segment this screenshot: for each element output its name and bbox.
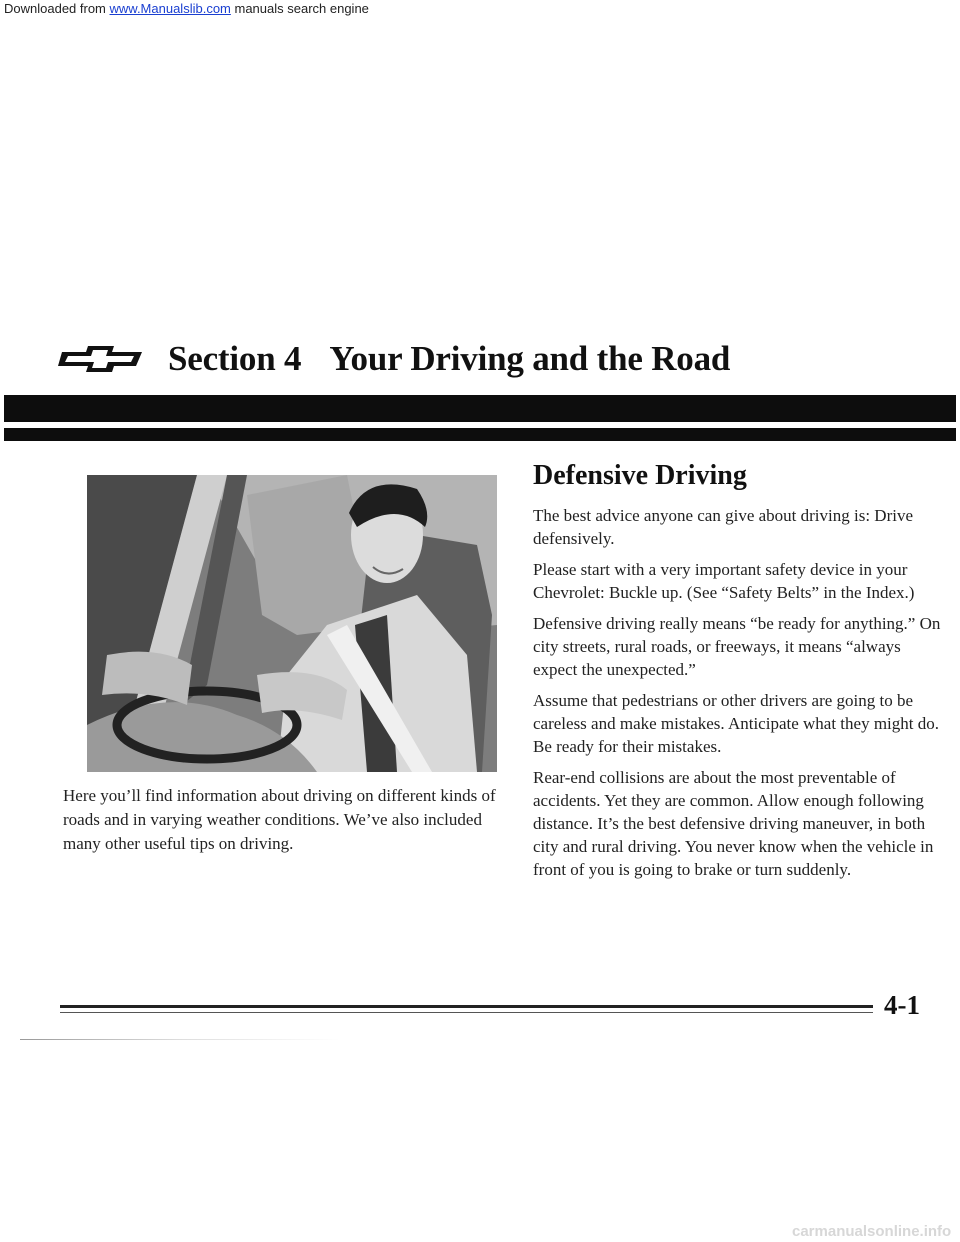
section-header — [56, 336, 936, 382]
intro-caption: Here you’ll find information about driving on different kinds of roads and in varying weather conditions. We’ve also included many other useful tips on driving. — [63, 786, 496, 853]
scan-artifact-line — [20, 1039, 340, 1040]
paragraph-5: Rear-end collisions are about the most preventable of accidents. Yet they are common. Allow enough following distance. It’s the best defensive driving maneuver, in both city and rural driving. You never know when the vehicle in front of you is going to brake or turn suddenly. — [533, 768, 934, 879]
footer-rule-thick — [60, 1005, 873, 1008]
download-watermark — [4, 1, 369, 16]
section-heading: Defensive Driving — [533, 460, 747, 491]
manualslib-link[interactable]: www.Manualslib.com — [109, 1, 231, 16]
defensive-driving-column — [533, 458, 943, 889]
chevrolet-bowtie-icon — [56, 344, 146, 374]
paragraph-2: Please start with a very important safety device in your Chevrolet: Buckle up. (See “Safety Belts” in the Index.) — [533, 560, 915, 602]
header-band-thin — [4, 428, 956, 441]
paragraph-3: Defensive driving really means “be ready for anything.” On city streets, rural roads, or freeways, it means “always expect the unexpected.” — [533, 614, 941, 679]
paragraph-1: The best advice anyone can give about driving is: Drive defensively. — [533, 506, 914, 548]
header-band-thick — [4, 395, 956, 422]
carmanualsonline-watermark: carmanualsonline.info — [792, 1223, 952, 1240]
driver-illustration — [87, 475, 497, 772]
watermark-prefix: Downloaded from — [4, 1, 110, 16]
section-number: Section 4 — [168, 339, 302, 378]
page-number: 4-1 — [884, 990, 920, 1020]
footer-rule-thin — [60, 1012, 873, 1013]
paragraph-4: Assume that pedestrians or other drivers are going to be careless and make mistakes. Anticipate what they might do. Be ready for their mistakes. — [533, 691, 939, 756]
watermark-suffix: manuals search engine — [230, 1, 369, 16]
section-title: Your Driving and the Road — [329, 339, 731, 378]
